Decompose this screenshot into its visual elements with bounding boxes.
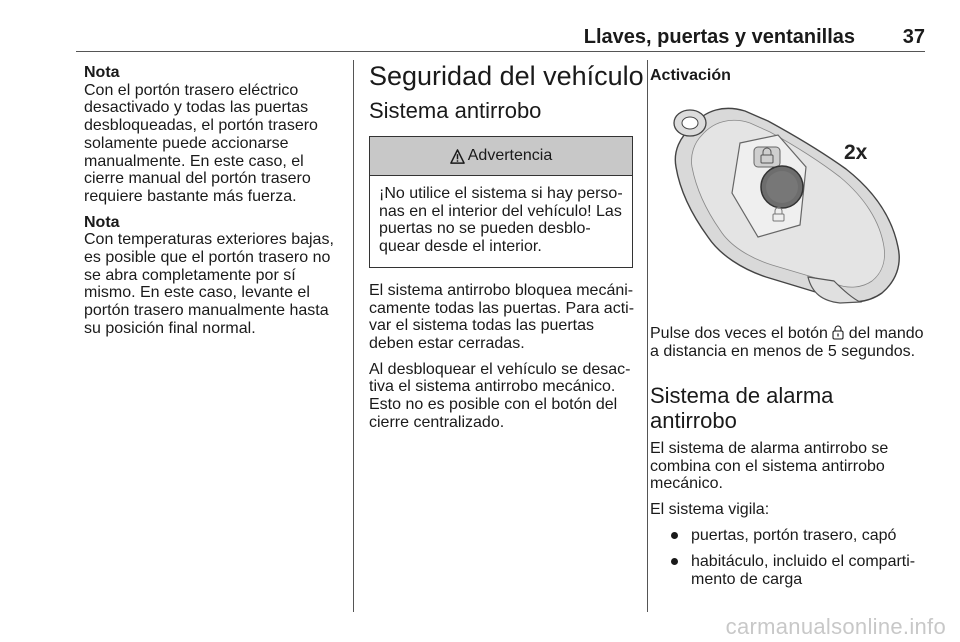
note-text-line: portón trasero manualmente hasta xyxy=(84,302,329,320)
alarm-heading xyxy=(650,383,932,433)
monitor-intro: El sistema vigila: xyxy=(650,500,770,518)
body-text-line: El sistema antirrobo bloquea mecáni- xyxy=(369,281,634,299)
body-paragraph xyxy=(369,282,633,353)
body-text-line: mecánico. xyxy=(650,475,723,493)
alarm-paragraph xyxy=(650,440,932,493)
note-text-line: desbloqueadas, el portón trasero xyxy=(84,117,318,135)
alarm-heading-line: antirrobo xyxy=(650,407,737,433)
page-header xyxy=(76,24,925,50)
alarm-heading-line: Sistema de alarma xyxy=(650,382,834,408)
bullet-dot xyxy=(671,558,678,565)
note-text-line: cierre manual del portón trasero xyxy=(84,170,311,188)
section-heading: Seguridad del vehículo xyxy=(369,61,644,91)
warning-box xyxy=(369,136,633,268)
column-divider-1 xyxy=(353,60,354,612)
subsection-heading: Sistema antirrobo xyxy=(369,98,542,123)
body-text-line: deben estar cerradas. xyxy=(369,334,525,352)
note-text-line: mismo. En este caso, levante el xyxy=(84,284,310,302)
list-item-text: mento de carga xyxy=(691,571,803,589)
note-block xyxy=(84,64,346,206)
warning-header xyxy=(370,137,632,176)
note-text-line: se abra completamente por sí xyxy=(84,266,296,284)
activation-instruction xyxy=(650,325,932,360)
warning-text-line: puertas no se pueden desblo- xyxy=(379,220,591,238)
note-text-line: manualmente. En este caso, el xyxy=(84,152,304,170)
note-text-line: requiere bastante más fuerza. xyxy=(84,187,297,205)
note-text-line: Con el portón trasero eléctrico xyxy=(84,81,299,99)
site-watermark: carmanualsonline.info xyxy=(725,614,946,639)
instruction-text: Pulse dos veces el botón xyxy=(650,325,828,343)
body-paragraph xyxy=(369,361,633,432)
warning-title: Advertencia xyxy=(467,147,553,165)
note-text-line: su posición final normal. xyxy=(84,319,256,337)
body-text-line: combina con el sistema antirrobo xyxy=(650,457,885,475)
list-item xyxy=(650,553,932,588)
warning-text-line: ¡No utilice el sistema si hay perso- xyxy=(379,185,623,202)
page-number: 37 xyxy=(902,26,925,48)
warning-triangle-icon xyxy=(450,149,465,164)
note-text-line: Con temperaturas exteriores bajas, xyxy=(84,231,334,249)
warning-body xyxy=(370,176,632,267)
instruction-text: del mando xyxy=(848,325,924,343)
note-text-line: es posible que el portón trasero no xyxy=(84,249,331,267)
remote-key-illustration xyxy=(650,97,922,307)
list-item-text: habitáculo, incluido el comparti- xyxy=(691,553,916,571)
body-text-line: Al desbloquear el vehículo se desac- xyxy=(369,360,631,378)
activation-heading: Activación xyxy=(650,67,731,84)
note-label: Nota xyxy=(84,213,120,231)
note-text-line: desactivado y todas las puertas xyxy=(84,99,309,117)
column-divider-2 xyxy=(647,60,648,612)
bullet-dot xyxy=(671,532,678,539)
chapter-title: Llaves, puertas y ventanillas xyxy=(583,26,855,48)
body-text-line: cierre centralizado. xyxy=(369,413,505,431)
monitored-list xyxy=(650,527,932,589)
body-text-line: camente todas las puertas. Para acti- xyxy=(369,299,635,317)
list-item xyxy=(650,527,932,545)
lock-icon xyxy=(832,325,844,340)
press-count-label: 2x xyxy=(844,140,868,164)
note-text-line: solamente puede accionarse xyxy=(84,134,289,152)
body-text-line: var el sistema todas las puertas xyxy=(369,317,594,335)
header-divider xyxy=(76,51,925,52)
list-item-text: puertas, portón trasero, capó xyxy=(691,526,897,544)
warning-text-line: nas en el interior del vehículo! Las xyxy=(379,202,622,220)
column-right xyxy=(650,64,932,598)
note-block xyxy=(84,214,346,338)
body-text-line: tiva el sistema antirrobo mecánico. xyxy=(369,378,616,396)
column-middle xyxy=(369,61,644,439)
body-text-line: El sistema de alarma antirrobo se xyxy=(650,439,889,457)
body-text-line: Esto no es posible con el botón del xyxy=(369,396,618,414)
note-label: Nota xyxy=(84,64,120,81)
instruction-line xyxy=(650,325,932,343)
column-left xyxy=(84,64,346,346)
warning-text-line: quear desde el interior. xyxy=(379,238,542,256)
instruction-line: a distancia en menos de 5 segundos. xyxy=(650,343,916,361)
